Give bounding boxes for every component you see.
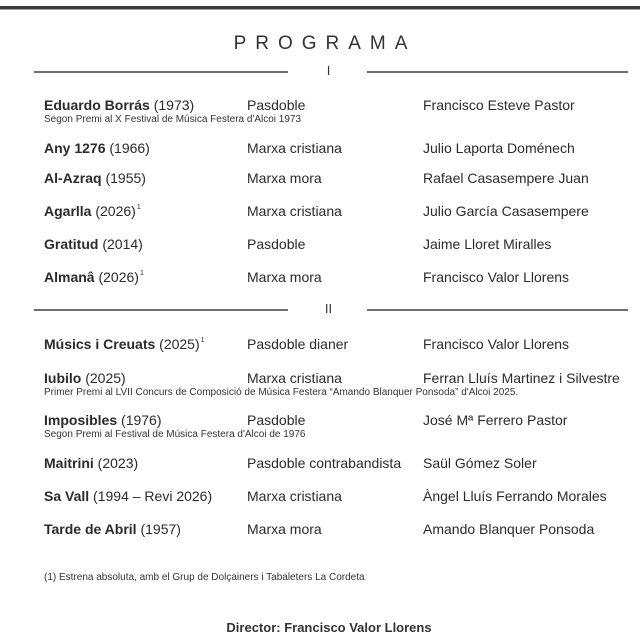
piece-composer: Francisco Valor Llorens — [423, 269, 570, 285]
piece-year: (2014) — [102, 236, 143, 252]
piece-title: Gratitud — [44, 236, 99, 252]
piece-composer: Jaime Lloret Miralles — [423, 236, 552, 252]
piece-year: (2023) — [97, 455, 139, 471]
page-title: PROGRAMA — [233, 33, 417, 54]
part-numeral: I — [326, 63, 331, 78]
part-divider-1 — [0, 64, 640, 80]
piece-year: (1994 – Revi 2026) — [93, 488, 213, 504]
piece-genre: Marxa cristiana — [247, 140, 342, 156]
footnote-marker: 1 — [136, 204, 141, 211]
divider-line-right — [367, 309, 628, 311]
piece-composer: Rafael Casasempere Juan — [423, 170, 589, 186]
piece-title-cell — [44, 336, 205, 352]
piece-title-cell — [44, 488, 212, 504]
piece-award-note: Segon Premi al Festival de Música Festera d'Alcoi de 1976 — [44, 429, 306, 440]
piece-title: Iubilo — [44, 370, 82, 386]
piece-year: (1976) — [121, 412, 162, 428]
piece-genre: Marxa cristiana — [247, 203, 342, 219]
piece-title-cell — [44, 236, 143, 252]
piece-title-cell — [44, 370, 126, 386]
divider-line-right — [367, 71, 628, 73]
piece-title-cell — [44, 269, 144, 285]
piece-title-cell — [44, 203, 141, 219]
piece-composer: José Mª Ferrero Pastor — [423, 412, 568, 428]
piece-composer: Ferran Lluís Martinez i Silvestre — [423, 370, 620, 386]
piece-year: (2026) — [98, 269, 139, 285]
piece-title: Músics i Creuats — [44, 336, 156, 352]
footnote-marker: 1 — [139, 270, 144, 277]
piece-composer: Julio Laporta Doménech — [423, 140, 575, 156]
piece-title-cell — [44, 521, 181, 537]
piece-title-cell — [44, 140, 150, 156]
piece-composer: Saül Gómez Soler — [423, 455, 537, 471]
piece-genre: Pasdoble contrabandista — [247, 455, 402, 471]
piece-genre: Marxa cristiana — [247, 370, 342, 386]
piece-title-cell — [44, 412, 162, 428]
piece-award-note: Primer Premi al LVII Concurs de Composició de Música Festera “Amando Blanquer Ponsoda” d'Alcoi 2025. — [44, 387, 519, 398]
footnote-text: (1) Estrena absoluta, amb el Grup de Dolçainers i Tabaleters La Cordeta — [44, 572, 365, 583]
piece-title-cell — [44, 170, 146, 186]
piece-title: Agarlla — [44, 203, 92, 219]
piece-genre: Pasdoble — [247, 412, 306, 428]
piece-title: Maitrini — [44, 455, 94, 471]
piece-award-note: Segon Premi al X Festival de Música Festera d'Alcoi 1973 — [44, 114, 302, 125]
piece-genre: Marxa cristiana — [247, 488, 342, 504]
piece-year: (1966) — [109, 140, 150, 156]
piece-title-cell — [44, 97, 194, 113]
piece-genre: Pasdoble dianer — [247, 336, 349, 352]
piece-year: (2026) — [95, 203, 136, 219]
part-divider-2 — [0, 302, 640, 318]
top-rule-shadow — [0, 9, 640, 10]
part-numeral: II — [324, 301, 333, 316]
piece-composer: Francisco Valor Llorens — [423, 336, 570, 352]
piece-year: (1955) — [105, 170, 146, 186]
piece-title: Any 1276 — [44, 140, 106, 156]
piece-year: (2025) — [85, 370, 126, 386]
director-credit: Director: Francisco Valor Llorens — [226, 620, 432, 635]
piece-composer: Julio García Casasempere — [423, 203, 589, 219]
footnote-marker: 1 — [200, 337, 205, 344]
piece-composer: Amando Blanquer Ponsoda — [423, 521, 595, 537]
piece-title: Tarde de Abril — [44, 521, 137, 537]
piece-year: (1957) — [140, 521, 181, 537]
piece-genre: Pasdoble — [247, 97, 306, 113]
piece-genre: Marxa mora — [247, 521, 322, 537]
piece-title: Sa Vall — [44, 488, 90, 504]
piece-genre: Pasdoble — [247, 236, 306, 252]
piece-title-cell — [44, 455, 138, 471]
piece-title: Imposibles — [44, 412, 118, 428]
piece-title: Eduardo Borrás — [44, 97, 150, 113]
piece-year: (1973) — [153, 97, 195, 113]
piece-genre: Marxa mora — [247, 269, 322, 285]
piece-year: (2025) — [159, 336, 200, 352]
piece-composer: Francisco Esteve Pastor — [423, 97, 575, 113]
piece-composer: Àngel Lluís Ferrando Morales — [423, 488, 607, 504]
piece-title: Al-Azraq — [44, 170, 102, 186]
piece-genre: Marxa mora — [247, 170, 322, 186]
piece-title: Almanâ — [44, 269, 95, 285]
